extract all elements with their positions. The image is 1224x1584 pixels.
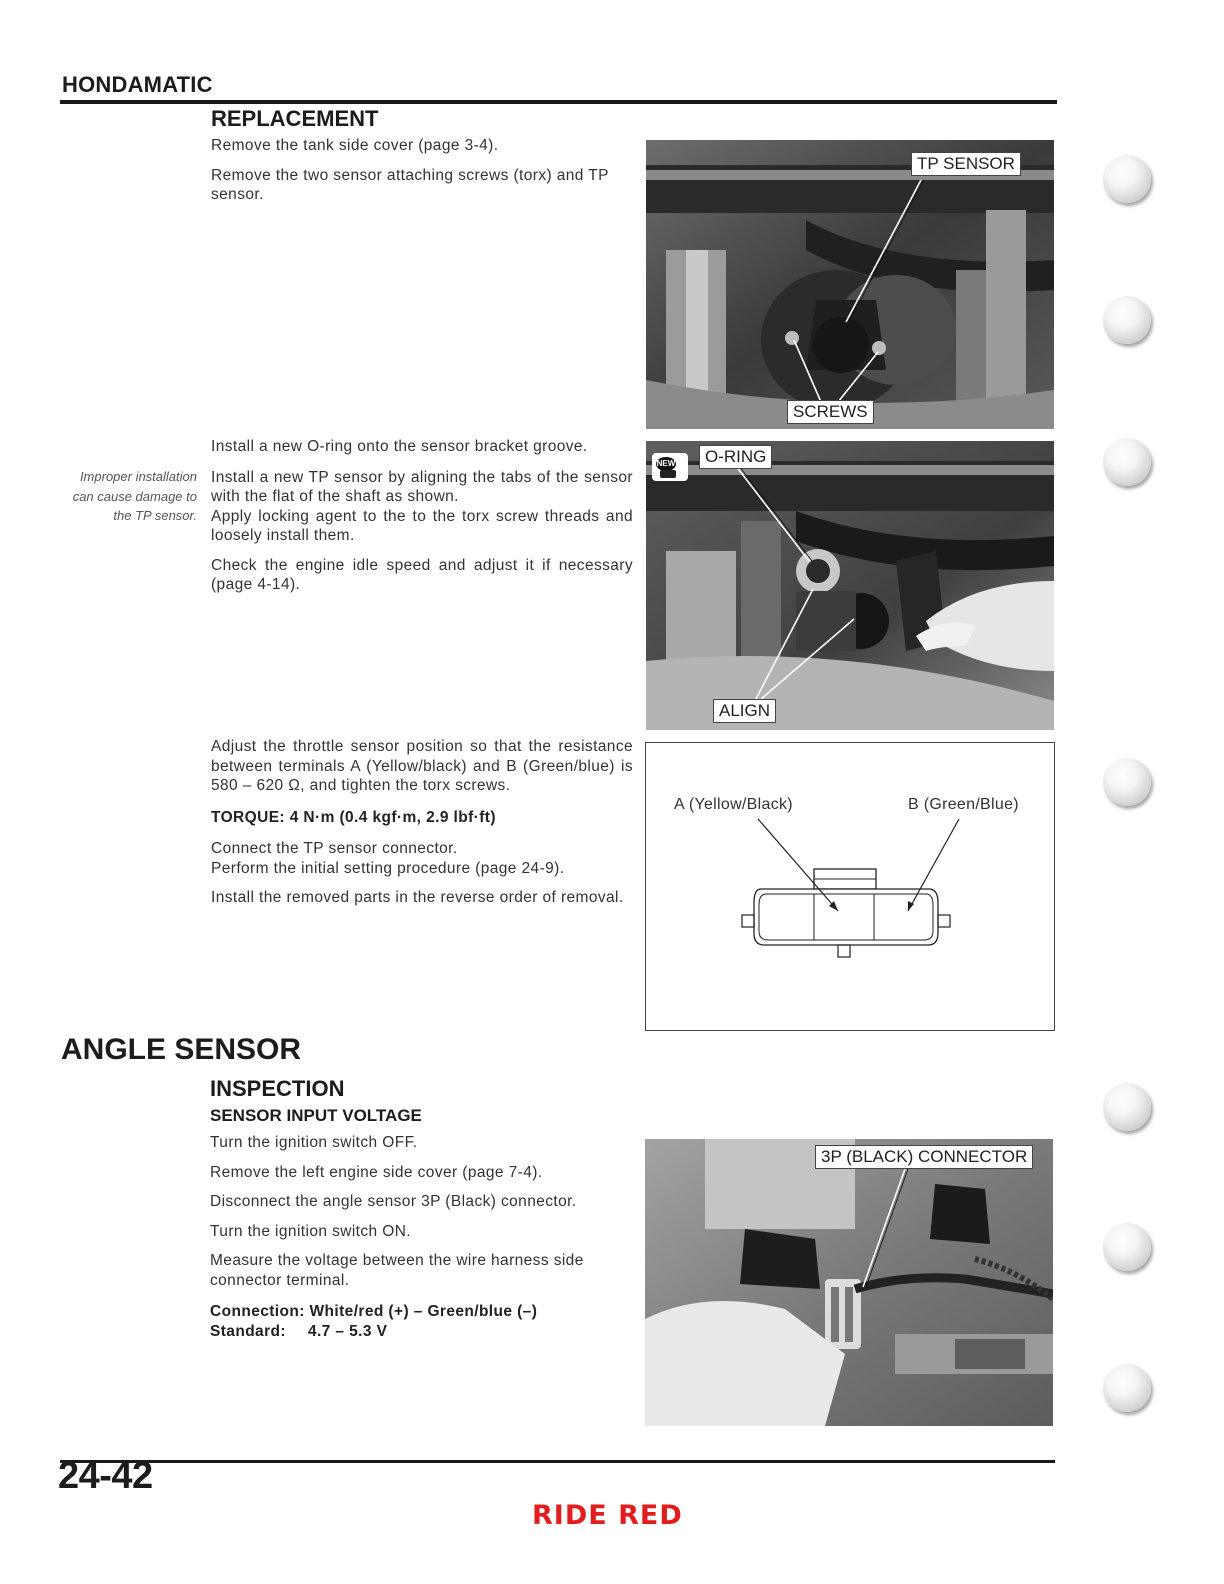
replacement-steps-mid	[211, 437, 633, 605]
header-rule	[60, 100, 1057, 104]
photo-tp-sensor	[646, 140, 1054, 429]
replacement-steps-top	[211, 136, 633, 215]
sensor-input-voltage-heading: SENSOR INPUT VOLTAGE	[210, 1106, 422, 1125]
new-badge-icon	[652, 453, 688, 481]
step-connect	[211, 839, 633, 878]
binder-hole-6	[1103, 1223, 1151, 1271]
photo-oring-align	[646, 441, 1054, 730]
step-remove-screws: Remove the two sensor attaching screws (torx) and TP sensor.	[211, 166, 609, 203]
angle-step-switch-off: Turn the ignition switch OFF.	[210, 1134, 418, 1151]
angle-step-measure: Measure the voltage between the wire harness side connector terminal.	[210, 1252, 584, 1289]
binder-hole-3	[1103, 438, 1151, 486]
inspection-subtitle: INSPECTION	[210, 1076, 345, 1101]
new-badge-text: NEW	[656, 457, 676, 471]
footer-rule	[60, 1460, 1055, 1463]
step-remove-cover: Remove the tank side cover (page 3-4).	[211, 137, 499, 154]
angle-step-disconnect: Disconnect the angle sensor 3P (Black) connector.	[210, 1193, 577, 1210]
terminal-b-label: B (Green/Blue)	[908, 796, 1019, 813]
side-note: Improper installation can cause damage to the TP sensor.	[72, 469, 197, 523]
callout-align: ALIGN	[713, 699, 776, 723]
standard-label: Standard:	[210, 1322, 286, 1340]
section-header: HONDAMATIC	[62, 72, 213, 97]
step-reinstall: Install the removed parts in the reverse order of removal.	[211, 889, 624, 906]
angle-step-remove-cover: Remove the left engine side cover (page 7-4).	[210, 1163, 543, 1181]
binder-hole-2	[1103, 296, 1151, 344]
replacement-steps-bottom	[211, 737, 633, 918]
step-initial-setting: Perform the initial setting procedure (page 24-9).	[211, 859, 565, 877]
binder-hole-7	[1103, 1364, 1151, 1412]
step-install-sensor: Install a new TP sensor by aligning the tabs of the sensor with the flat of the shaft as shown.	[211, 468, 633, 505]
standard-value: 4.7 – 5.3 V	[307, 1322, 388, 1340]
callout-tp-sensor: TP SENSOR	[911, 152, 1021, 176]
step-connect-connector: Connect the TP sensor connector.	[211, 840, 458, 857]
angle-step-switch-on: Turn the ignition switch ON.	[210, 1222, 412, 1240]
binder-hole-1	[1103, 155, 1151, 203]
brand-logo: RIDE RED	[532, 1500, 683, 1531]
page-number: 24-42	[58, 1455, 153, 1497]
callout-oring: O-RING	[699, 445, 772, 469]
angle-sensor-title: ANGLE SENSOR	[61, 1033, 302, 1066]
replacement-heading: REPLACEMENT	[211, 106, 379, 131]
standard-spec	[210, 1322, 634, 1342]
connection-spec: Connection: White/red (+) – Green/blue (–)	[210, 1303, 538, 1320]
torque-spec: TORQUE: 4 N·m (0.4 kgf·m, 2.9 lbf·ft)	[211, 808, 496, 826]
connector-diagram	[645, 742, 1055, 1031]
photo-3p-connector	[645, 1139, 1053, 1426]
angle-sensor-steps	[210, 1133, 634, 1341]
terminal-a-label: A (Yellow/Black)	[674, 796, 793, 813]
step-install-oring: Install a new O-ring onto the sensor bracket groove.	[211, 438, 588, 455]
callout-3p-connector: 3P (BLACK) CONNECTOR	[815, 1145, 1033, 1169]
callout-screws: SCREWS	[787, 400, 874, 424]
binder-hole-4	[1103, 758, 1151, 806]
step-adjust-position: Adjust the throttle sensor position so that the resistance between terminals A (Yellow/black) and B (Green/blue) is 580 – 620 Ω, and tighten the torx screws.	[211, 738, 633, 794]
step-check-idle: Check the engine idle speed and adjust it if necessary (page 4-14).	[211, 556, 633, 593]
step-locking-agent: Apply locking agent to the to the torx screw threads and loosely install them.	[211, 507, 633, 544]
binder-hole-5	[1103, 1083, 1151, 1131]
